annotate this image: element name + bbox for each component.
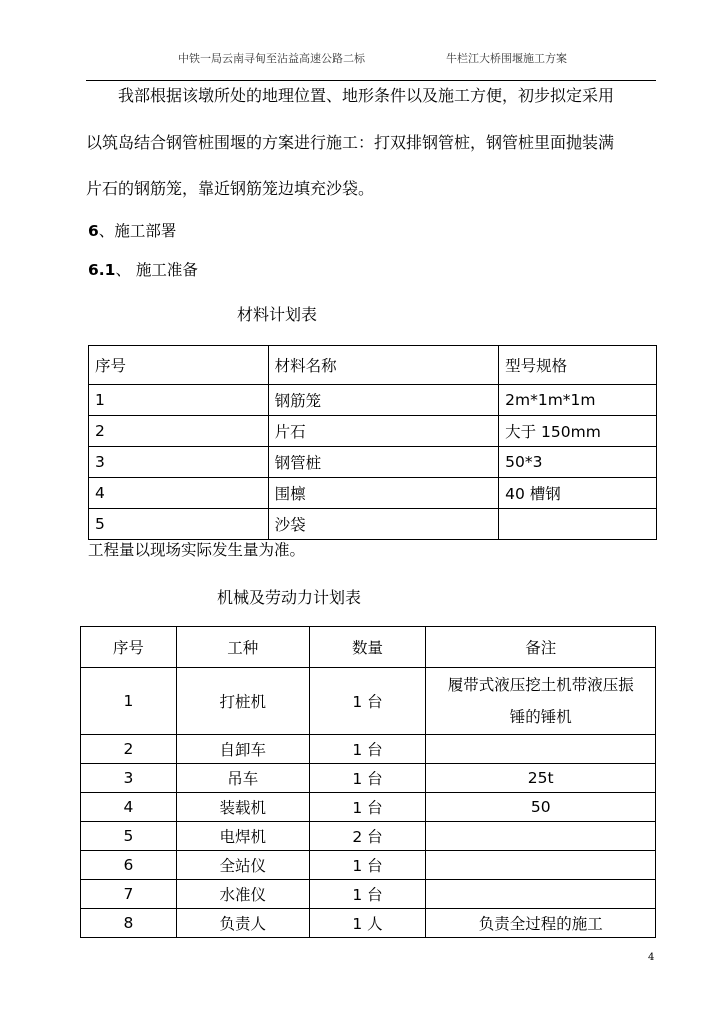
cell-name: 围檩 <box>268 478 499 509</box>
cell-remark: 50 <box>426 793 656 822</box>
cell-remark <box>426 822 656 851</box>
cell-name: 钢筋笼 <box>268 385 499 416</box>
cell-type: 自卸车 <box>176 735 309 764</box>
table-row <box>81 764 656 793</box>
section-6-1-title: 施工准备 <box>135 261 198 279</box>
cell-qty: 1 台 <box>309 880 426 909</box>
cell-no: 7 <box>81 880 177 909</box>
remark-line-1: 履带式液压挖土机带液压振 <box>447 676 634 694</box>
quantity-note: 工程量以现场实际发生量为准。 <box>88 541 306 559</box>
cell-no: 2 <box>81 735 177 764</box>
section-6-sep: 、 <box>98 222 115 240</box>
remark-line-2: 锤的锤机 <box>509 708 572 726</box>
cell-type: 装载机 <box>176 793 309 822</box>
cell-remark <box>426 735 656 764</box>
section-6-1-heading <box>88 258 198 280</box>
machinery-header-row <box>81 627 656 668</box>
cell-name: 片石 <box>268 416 499 447</box>
cell-type: 负责人 <box>176 909 309 938</box>
cell-qty: 1 台 <box>309 668 426 735</box>
materials-header-name: 材料名称 <box>268 346 499 385</box>
cell-no: 1 <box>89 385 269 416</box>
table-row <box>89 447 657 478</box>
machinery-header-remark: 备注 <box>426 627 656 668</box>
cell-no: 6 <box>81 851 177 880</box>
materials-header-no: 序号 <box>89 346 269 385</box>
cell-qty: 1 台 <box>309 764 426 793</box>
section-6-1-sep: 、 <box>115 261 131 279</box>
cell-no: 5 <box>81 822 177 851</box>
section-6-1-number: 6.1 <box>88 261 116 279</box>
page-header <box>86 50 656 66</box>
cell-qty: 1 台 <box>309 851 426 880</box>
cell-spec: 40 槽钢 <box>499 478 657 509</box>
cell-type: 水准仪 <box>176 880 309 909</box>
body-line-1: 我部根据该墩所处的地理位置、地形条件以及施工方便，初步拟定采用 <box>118 86 615 105</box>
cell-remark: 25t <box>426 764 656 793</box>
table-row <box>89 385 657 416</box>
cell-no: 2 <box>89 416 269 447</box>
cell-remark <box>426 668 656 735</box>
cell-spec: 2m*1m*1m <box>499 385 657 416</box>
table-row <box>81 793 656 822</box>
cell-qty: 1 台 <box>309 793 426 822</box>
cell-spec: 大于 150mm <box>499 416 657 447</box>
section-6-title: 施工部署 <box>114 222 177 240</box>
cell-name: 钢管桩 <box>268 447 499 478</box>
materials-header-row <box>89 346 657 385</box>
cell-remark <box>426 880 656 909</box>
machinery-header-type: 工种 <box>176 627 309 668</box>
cell-no: 3 <box>81 764 177 793</box>
header-project: 中铁一局云南寻甸至沾益高速公路二标 <box>178 52 365 65</box>
cell-type: 全站仪 <box>176 851 309 880</box>
materials-table <box>88 345 657 540</box>
machinery-caption: 机械及劳动力计划表 <box>217 588 362 607</box>
table-row <box>81 909 656 938</box>
section-6-number: 6 <box>88 222 99 240</box>
cell-spec <box>499 509 657 540</box>
cell-no: 8 <box>81 909 177 938</box>
materials-caption: 材料计划表 <box>237 305 318 324</box>
table-row <box>89 478 657 509</box>
body-line-3: 片石的钢筋笼，靠近钢筋笼边填充沙袋。 <box>86 179 375 198</box>
machinery-header-qty: 数量 <box>309 627 426 668</box>
header-doc-title: 牛栏江大桥围堰施工方案 <box>446 52 567 65</box>
cell-no: 3 <box>89 447 269 478</box>
cell-name: 沙袋 <box>268 509 499 540</box>
table-row <box>81 851 656 880</box>
cell-remark: 负责全过程的施工 <box>426 909 656 938</box>
body-line-2: 以筑岛结合钢管桩围堰的方案进行施工：打双排钢管桩，钢管桩里面抛装满 <box>86 133 615 152</box>
table-row <box>81 880 656 909</box>
cell-no: 4 <box>89 478 269 509</box>
cell-spec: 50*3 <box>499 447 657 478</box>
cell-qty: 2 台 <box>309 822 426 851</box>
machinery-table <box>80 626 656 938</box>
cell-no: 5 <box>89 509 269 540</box>
table-row <box>89 416 657 447</box>
table-row <box>89 509 657 540</box>
materials-header-spec: 型号规格 <box>499 346 657 385</box>
page-number: 4 <box>648 952 655 963</box>
section-6-heading <box>88 219 176 241</box>
table-row <box>81 822 656 851</box>
cell-no: 1 <box>81 668 177 735</box>
cell-remark <box>426 851 656 880</box>
cell-type: 吊车 <box>176 764 309 793</box>
cell-type: 电焊机 <box>176 822 309 851</box>
cell-qty: 1 台 <box>309 735 426 764</box>
cell-type: 打桩机 <box>176 668 309 735</box>
table-row <box>81 668 656 735</box>
cell-qty: 1 人 <box>309 909 426 938</box>
machinery-header-no: 序号 <box>81 627 177 668</box>
table-row <box>81 735 656 764</box>
cell-no: 4 <box>81 793 177 822</box>
